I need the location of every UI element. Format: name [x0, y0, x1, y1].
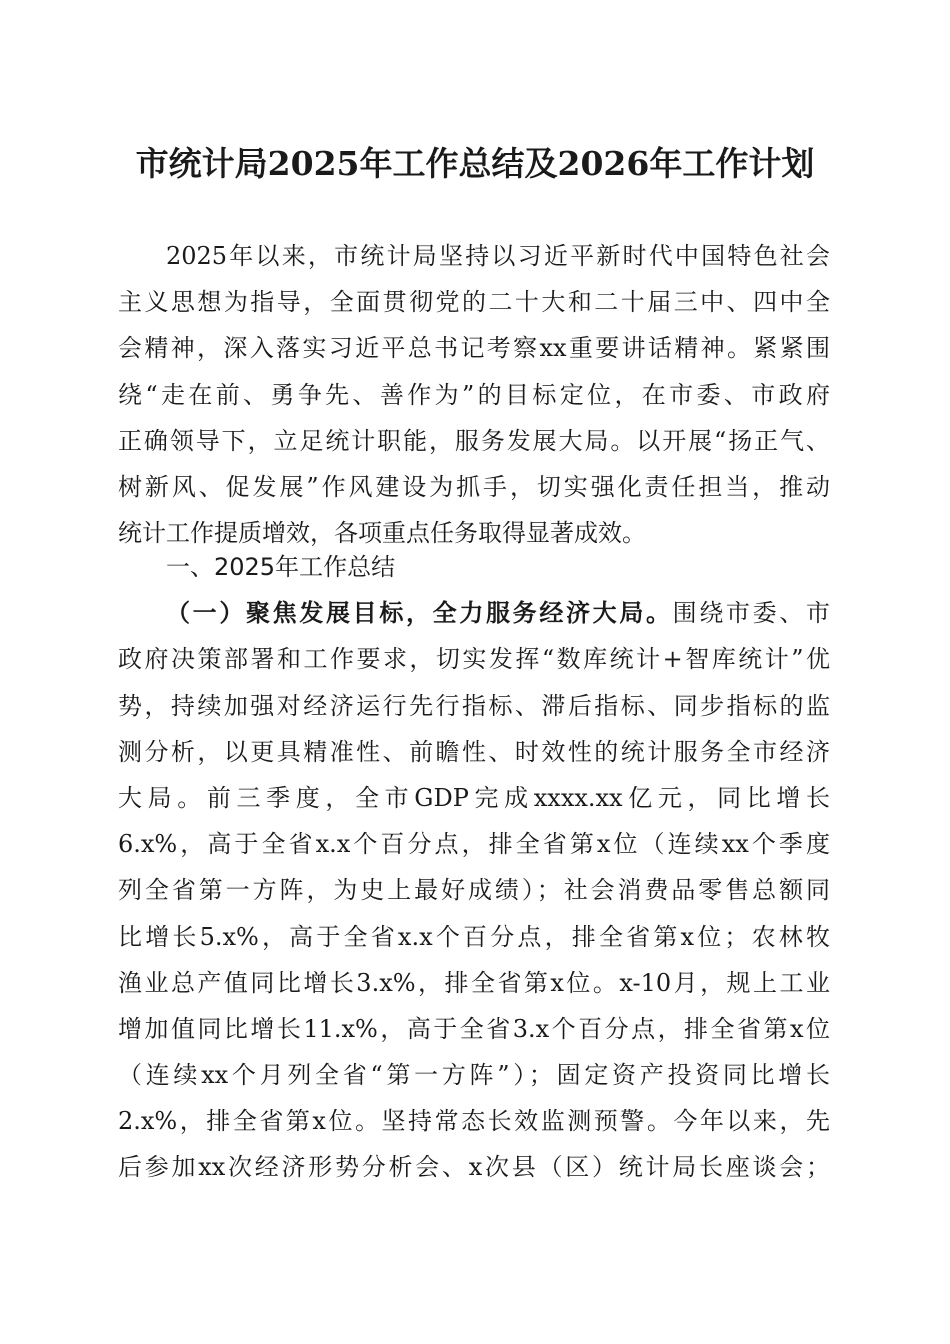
text-line: 6.x%，高于全省x.x个百分点，排全省第x位（连续xx个季度 [118, 830, 830, 859]
text-line: 主义思想为指导，全面贯彻党的二十大和二十届三中、四中全 [118, 288, 830, 317]
text-line: 绕“走在前、勇争先、善作为”的目标定位，在市委、市政府 [118, 380, 830, 409]
text-line: 测分析，以更具精准性、前瞻性、时效性的统计服务全市经济 [118, 737, 830, 766]
text-line: 后参加xx次经济形势分析会、x次县（区）统计局长座谈会； [118, 1153, 830, 1182]
text-line: （连续xx个月列全省“第一方阵”）；固定资产投资同比增长 [118, 1061, 830, 1090]
text-line: 2025年以来，市统计局坚持以习近平新时代中国特色社会 [166, 242, 830, 270]
subsection-heading: （一）聚焦发展目标，全力服务经济大局。 [166, 598, 673, 628]
text-line: 树新风、促发展”作风建设为抓手，切实强化责任担当，推动 [118, 472, 830, 501]
text-run: 围绕市委、市 [672, 599, 831, 628]
document-title: 市统计局2025年工作总结及2026年工作计划 [135, 144, 815, 183]
text-line: 比增长5.x%，高于全省x.x个百分点，排全省第x位；农林牧 [118, 922, 830, 951]
text-line: 统计工作提质增效，各项重点任务取得显著成效。 [118, 519, 646, 548]
intro-paragraph [118, 233, 830, 556]
text-line: 渔业总产值同比增长3.x%，排全省第x位。x-10月，规上工业 [118, 968, 830, 997]
text-line: 2.x%，排全省第x位。坚持常态长效监测预警。今年以来，先 [118, 1107, 830, 1136]
text-line: 大局。前三季度，全市GDP完成xxxx.xx亿元，同比增长 [118, 783, 830, 812]
text-line: 列全省第一方阵，为史上最好成绩）；社会消费品零售总额同 [118, 876, 830, 905]
text-line: 势，持续加强对经济运行先行指标、滞后指标、同步指标的监 [118, 691, 830, 720]
section-heading: 一、2025年工作总结 [166, 553, 396, 581]
text-line: 增加值同比增长11.x%，高于全省3.x个百分点，排全省第x位 [118, 1014, 830, 1043]
section1-block [118, 544, 830, 1191]
text-line: 政府决策部署和工作要求，切实发挥“数库统计+智库统计”优 [118, 645, 830, 674]
text-line: 会精神，深入落实习近平总书记考察xx重要讲话精神。紧紧围 [118, 334, 830, 363]
text-line: 正确领导下，立足统计职能，服务发展大局。以开展“扬正气、 [118, 426, 830, 455]
subsection-first-line [118, 590, 830, 636]
